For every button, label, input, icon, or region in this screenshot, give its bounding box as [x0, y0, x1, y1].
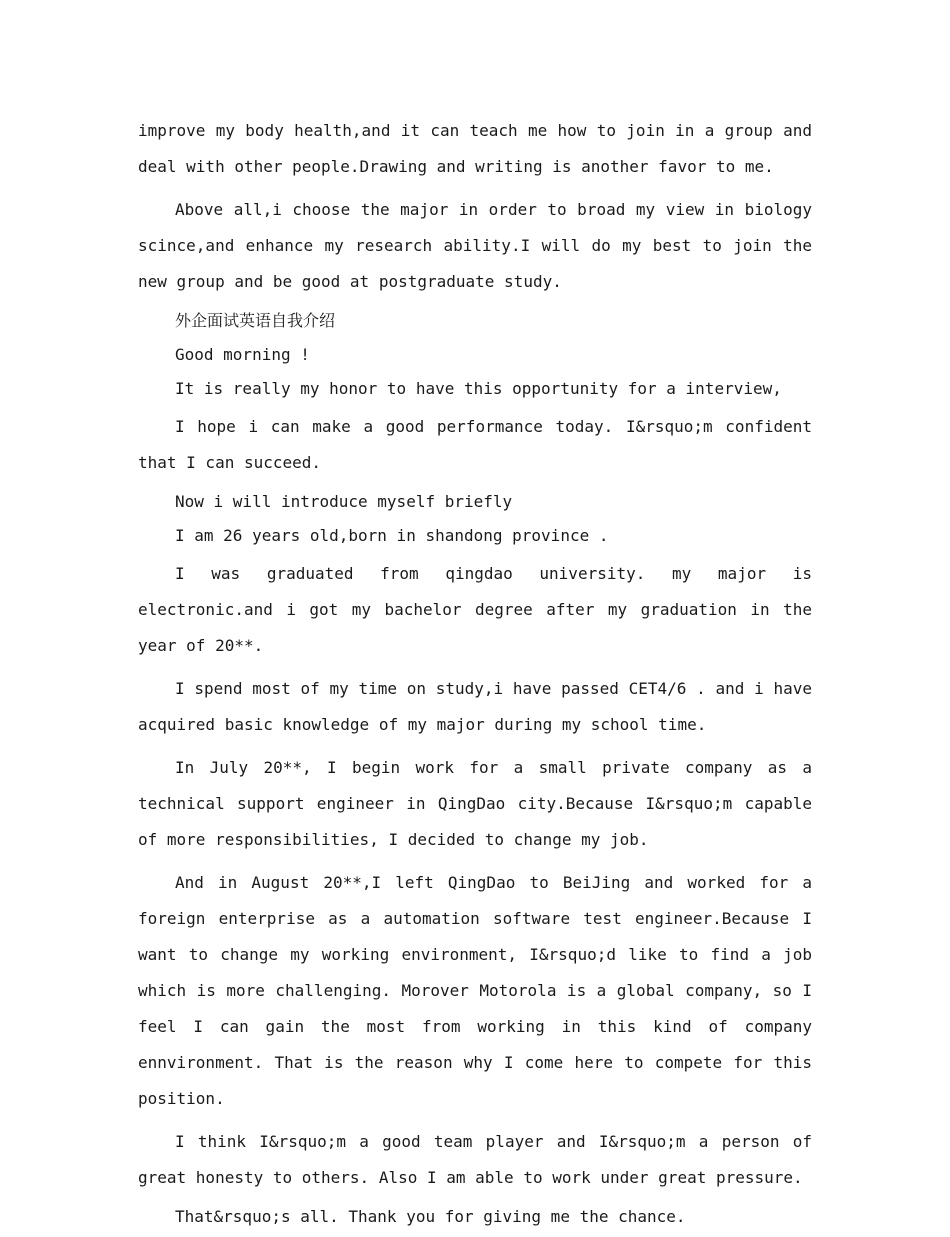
paragraph-education: I was graduated from qingdao university. my major is electronic.and i got my bachelor degree after my graduation in the year of 20**. [138, 564, 812, 655]
paragraph-study: I spend most of my time on study,i have passed CET4/6 . and i have acquired basic knowledge of my major during my school time. [138, 679, 812, 734]
paragraph-introduce: Now i will introduce myself briefly [175, 492, 513, 511]
paragraph-closing: That&rsquo;s all. Thank you for giving me the chance. [175, 1207, 686, 1226]
paragraph-second-job: And in August 20**,I left QingDao to BeiJing and worked for a foreign enterprise as a automation software test engineer.Because I want to change my working environment, I&rsquo;d like to find a job which is more challenging. Morover Motorola is a global company, so I feel I can gain the most from working in this kind of company ennvironment. That is the reason why I come here to compete for this position. [138, 873, 812, 1108]
paragraph-age: I am 26 years old,born in shandong province . [175, 526, 609, 545]
paragraph-greeting: Good morning ! [175, 345, 310, 364]
paragraph-honor: It is really my honor to have this opportunity for a interview, [175, 379, 782, 398]
paragraph-team-player: I think I&rsquo;m a good team player and I&rsquo;m a person of great honesty to others. Also I am able to work under great pressure. [138, 1132, 812, 1187]
paragraph-first-job: In July 20**, I begin work for a small private company as a technical support engineer in QingDao city.Because I&rsquo;m capable of more responsibilities, I decided to change my job. [138, 758, 812, 849]
section-heading: 外企面试英语自我介绍 [175, 311, 336, 330]
paragraph-hobbies: improve my body health,and it can teach me how to join in a group and deal with other people.Drawing and writing is another favor to me. [138, 121, 812, 176]
paragraph-major-choice: Above all,i choose the major in order to broad my view in biology scince,and enhance my research ability.I will do my best to join the new group and be good at postgraduate study. [138, 200, 812, 291]
paragraph-performance: I hope i can make a good performance today. I&rsquo;m confident that I can succeed. [138, 417, 812, 472]
document-body [138, 113, 812, 1237]
